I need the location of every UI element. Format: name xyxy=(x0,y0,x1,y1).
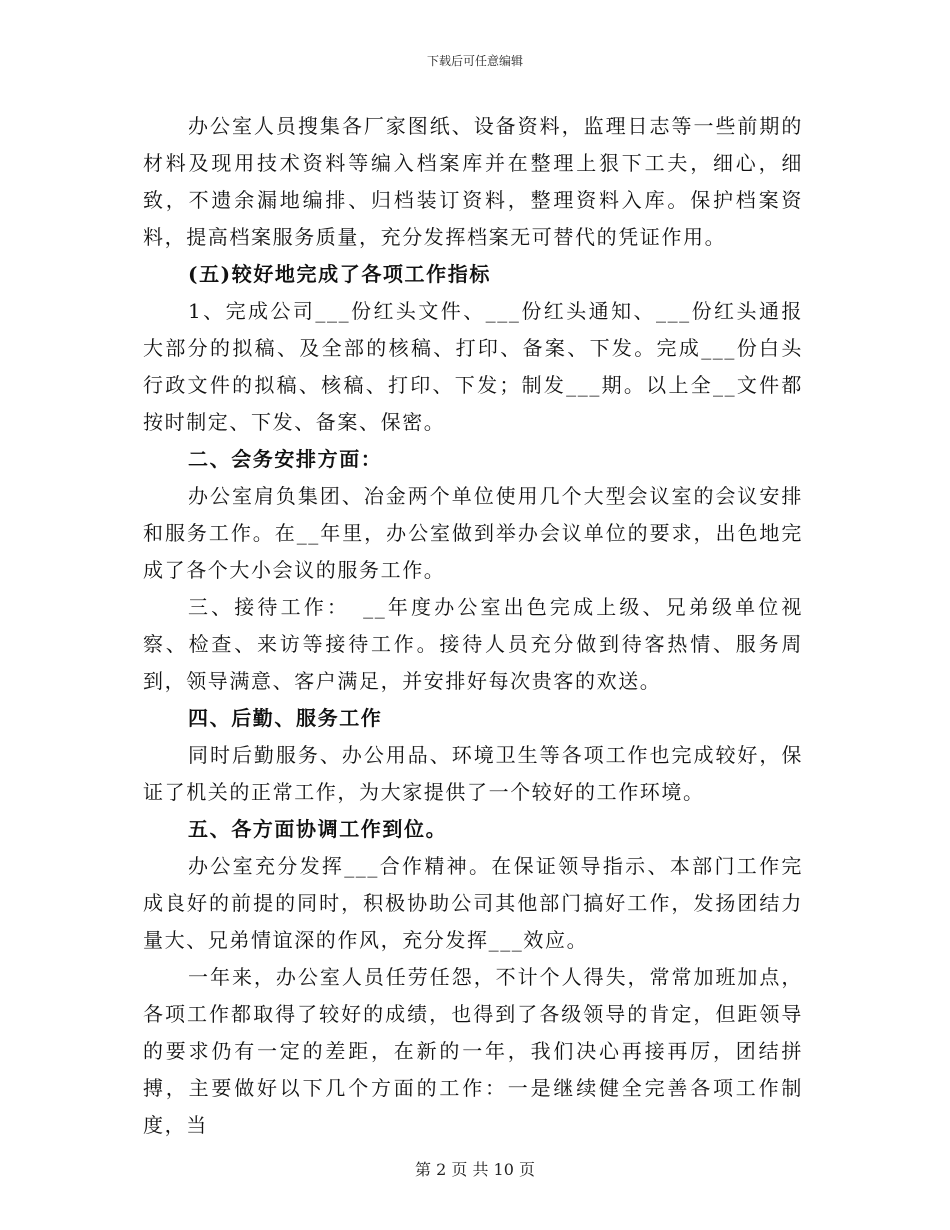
section-heading-work-indicators: (五)较好地完成了各项工作指标 xyxy=(188,262,491,286)
paragraph-document-output: 1、完成公司___份红头文件、___份红头通知、___份红头通报大部分的拟稿、及全部的核稿、打印、备案、下发。完成___份白头行政文件的拟稿、核稿、打印、下发；制发___期。以上全__文件都按时制定、下发、备案、保密。 xyxy=(143,299,803,434)
section-heading-coordination: 五、各方面协调工作到位。 xyxy=(188,817,448,841)
paragraph-logistics-service: 同时后勤服务、办公用品、环境卫生等各项工作也完成较好，保证了机关的正常工作，为大家提供了一个较好的工作环境。 xyxy=(143,743,803,804)
paragraph-year-summary: 一年来，办公室人员任劳任怨，不计个人得失，常常加班加点，各项工作都取得了较好的成绩，也得到了各级领导的肯定，但距领导的要求仍有一定的差距，在新的一年，我们决心再接再厉，团结拼搏，主要做好以下几个方面的工作：一是继续健全完善各项工作制度，当 xyxy=(143,965,803,1137)
page-header: 下载后可任意编辑 xyxy=(426,54,523,68)
section-heading-meeting-arrangement: 二、会务安排方面： xyxy=(188,447,383,471)
paragraph-archive-management: 办公室人员搜集各厂家图纸、设备资料，监理日志等一些前期的材料及现用技术资料等编入档案库并在整理上狠下工夫，细心，细致，不遗余漏地编排、归档装订资料，整理资料入库。保护档案资料，提高档案服务质量，充分发挥档案无可替代的凭证作用。 xyxy=(143,114,803,249)
paragraph-coordination: 办公室充分发挥___合作精神。在保证领导指示、本部门工作完成良好的前提的同时，积极协助公司其他部门搞好工作，发扬团结力量大、兄弟情谊深的作风，充分发挥___效应。 xyxy=(143,854,803,952)
paragraph-reception-work: 三、接待工作： __年度办公室出色完成上级、兄弟级单位视察、检查、来访等接待工作。接待人员充分做到待客热情、服务周到，领导满意、客户满足，并安排好每次贵客的欢送。 xyxy=(143,595,803,693)
document-body xyxy=(143,108,803,1144)
page-footer: 第 2 页 共 10 页 xyxy=(415,1160,535,1179)
paragraph-meeting-service: 办公室肩负集团、冶金两个单位使用几个大型会议室的会议安排和服务工作。在__年里，办公室做到举办会议单位的要求，出色地完成了各个大小会议的服务工作。 xyxy=(143,484,803,582)
section-heading-logistics: 四、后勤、服务工作 xyxy=(188,706,383,730)
